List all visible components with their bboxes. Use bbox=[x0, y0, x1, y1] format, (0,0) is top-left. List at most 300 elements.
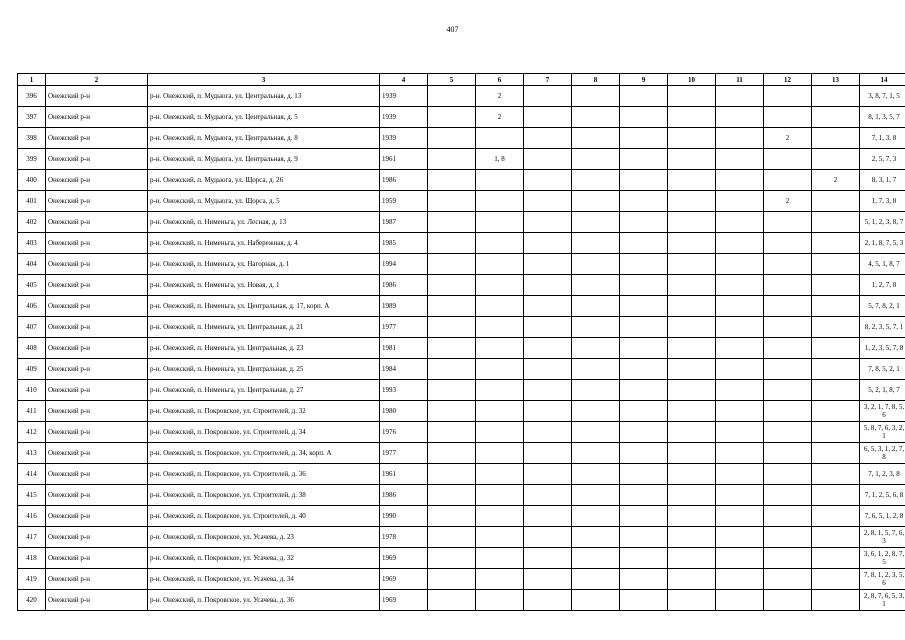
col5-cell bbox=[428, 506, 476, 527]
row-number-cell: 416 bbox=[18, 506, 46, 527]
col11-cell bbox=[716, 485, 764, 506]
col5-cell bbox=[428, 212, 476, 233]
col6-cell bbox=[476, 254, 524, 275]
col11-cell bbox=[716, 527, 764, 548]
col7-cell bbox=[524, 296, 572, 317]
col13-cell bbox=[812, 506, 860, 527]
row-number-cell: 414 bbox=[18, 464, 46, 485]
row-number-cell: 399 bbox=[18, 149, 46, 170]
col14-cell: 7, 1, 2, 3, 8 bbox=[860, 464, 905, 485]
col6-cell bbox=[476, 506, 524, 527]
col7-cell bbox=[524, 254, 572, 275]
col11-cell bbox=[716, 170, 764, 191]
col14-cell: 7, 8, 5, 2, 1 bbox=[860, 359, 905, 380]
col9-cell bbox=[620, 296, 668, 317]
row-number-cell: 409 bbox=[18, 359, 46, 380]
col5-cell bbox=[428, 401, 476, 422]
district-cell: Онежский р-н bbox=[46, 359, 148, 380]
col8-cell bbox=[572, 548, 620, 569]
year-cell: 1978 bbox=[380, 527, 428, 548]
col12-cell bbox=[764, 506, 812, 527]
table-row bbox=[18, 86, 905, 107]
col13-cell bbox=[812, 443, 860, 464]
year-cell: 1969 bbox=[380, 590, 428, 611]
col12-cell: 2 bbox=[764, 128, 812, 149]
address-cell: р-н. Онежский, п. Мудьюга, ул. Центральная, д. 13 bbox=[148, 86, 380, 107]
col9-cell bbox=[620, 191, 668, 212]
col14-cell: 3, 6, 1, 2, 8, 7, 5 bbox=[860, 548, 905, 569]
col13-cell bbox=[812, 107, 860, 128]
col8-cell bbox=[572, 569, 620, 590]
col10-cell bbox=[668, 107, 716, 128]
col8-cell bbox=[572, 170, 620, 191]
col8-cell bbox=[572, 527, 620, 548]
col12-cell bbox=[764, 149, 812, 170]
col9-cell bbox=[620, 254, 668, 275]
col9-cell bbox=[620, 443, 668, 464]
col14-cell: 1, 2, 7, 8 bbox=[860, 275, 905, 296]
col11-cell bbox=[716, 380, 764, 401]
col11-cell bbox=[716, 443, 764, 464]
col6-cell bbox=[476, 380, 524, 401]
col7-cell bbox=[524, 233, 572, 254]
col9-cell bbox=[620, 128, 668, 149]
district-cell: Онежский р-н bbox=[46, 485, 148, 506]
address-cell: р-н. Онежский, п. Мудьюга, ул. Щорса, д. 5 bbox=[148, 191, 380, 212]
col8-cell bbox=[572, 275, 620, 296]
row-number-cell: 405 bbox=[18, 275, 46, 296]
year-cell: 1976 bbox=[380, 422, 428, 443]
district-cell: Онежский р-н bbox=[46, 128, 148, 149]
col13-cell bbox=[812, 401, 860, 422]
row-number-cell: 419 bbox=[18, 569, 46, 590]
column-header: 4 bbox=[380, 74, 428, 86]
col14-cell: 8, 1, 3, 5, 7 bbox=[860, 107, 905, 128]
col5-cell bbox=[428, 380, 476, 401]
year-cell: 1961 bbox=[380, 149, 428, 170]
address-cell: р-н. Онежский, п. Нименьга, ул. Центральная, д. 27 bbox=[148, 380, 380, 401]
col13-cell bbox=[812, 317, 860, 338]
col12-cell bbox=[764, 170, 812, 191]
table-row bbox=[18, 527, 905, 548]
col6-cell bbox=[476, 548, 524, 569]
col8-cell bbox=[572, 107, 620, 128]
col13-cell bbox=[812, 527, 860, 548]
col7-cell bbox=[524, 506, 572, 527]
col5-cell bbox=[428, 170, 476, 191]
district-cell: Онежский р-н bbox=[46, 275, 148, 296]
col12-cell bbox=[764, 359, 812, 380]
year-cell: 1987 bbox=[380, 212, 428, 233]
col7-cell bbox=[524, 170, 572, 191]
col5-cell bbox=[428, 422, 476, 443]
address-cell: р-н. Онежский, п. Покровское, ул. Строителей, д. 36 bbox=[148, 464, 380, 485]
col14-cell: 1, 2, 3, 5, 7, 8 bbox=[860, 338, 905, 359]
col13-cell bbox=[812, 380, 860, 401]
district-cell: Онежский р-н bbox=[46, 590, 148, 611]
col10-cell bbox=[668, 317, 716, 338]
col7-cell bbox=[524, 107, 572, 128]
col6-cell bbox=[476, 464, 524, 485]
district-cell: Онежский р-н bbox=[46, 296, 148, 317]
col14-cell: 4, 5, 1, 8, 7 bbox=[860, 254, 905, 275]
col6-cell bbox=[476, 317, 524, 338]
col14-cell: 3, 8, 7, 1, 5 bbox=[860, 86, 905, 107]
col12-cell bbox=[764, 380, 812, 401]
col14-cell: 7, 1, 2, 5, 6, 8 bbox=[860, 485, 905, 506]
col9-cell bbox=[620, 275, 668, 296]
col5-cell bbox=[428, 317, 476, 338]
table-row bbox=[18, 359, 905, 380]
table-row bbox=[18, 569, 905, 590]
row-number-cell: 402 bbox=[18, 212, 46, 233]
row-number-cell: 406 bbox=[18, 296, 46, 317]
col5-cell bbox=[428, 359, 476, 380]
address-cell: р-н. Онежский, п. Покровское, ул. Усачева, д. 23 bbox=[148, 527, 380, 548]
col14-cell: 2, 1, 8, 7, 5, 3 bbox=[860, 233, 905, 254]
col8-cell bbox=[572, 128, 620, 149]
address-cell: р-н. Онежский, п. Нименьга, ул. Центральная, д. 17, корп. А bbox=[148, 296, 380, 317]
table-row bbox=[18, 107, 905, 128]
col9-cell bbox=[620, 86, 668, 107]
col7-cell bbox=[524, 422, 572, 443]
table-row bbox=[18, 254, 905, 275]
col12-cell bbox=[764, 275, 812, 296]
table-row bbox=[18, 275, 905, 296]
table-row bbox=[18, 548, 905, 569]
col5-cell bbox=[428, 338, 476, 359]
col7-cell bbox=[524, 212, 572, 233]
year-cell: 1986 bbox=[380, 170, 428, 191]
col7-cell bbox=[524, 590, 572, 611]
col6-cell bbox=[476, 485, 524, 506]
row-number-cell: 400 bbox=[18, 170, 46, 191]
district-cell: Онежский р-н bbox=[46, 149, 148, 170]
col6-cell bbox=[476, 338, 524, 359]
col9-cell bbox=[620, 380, 668, 401]
col13-cell bbox=[812, 212, 860, 233]
col10-cell bbox=[668, 401, 716, 422]
col11-cell bbox=[716, 359, 764, 380]
col9-cell bbox=[620, 233, 668, 254]
col5-cell bbox=[428, 275, 476, 296]
col6-cell bbox=[476, 443, 524, 464]
col9-cell bbox=[620, 464, 668, 485]
col9-cell bbox=[620, 548, 668, 569]
row-number-cell: 404 bbox=[18, 254, 46, 275]
table-body bbox=[18, 86, 905, 611]
year-cell: 1993 bbox=[380, 380, 428, 401]
district-cell: Онежский р-н bbox=[46, 464, 148, 485]
col6-cell bbox=[476, 170, 524, 191]
col10-cell bbox=[668, 254, 716, 275]
col8-cell bbox=[572, 485, 620, 506]
col10-cell bbox=[668, 443, 716, 464]
col6-cell bbox=[476, 128, 524, 149]
col9-cell bbox=[620, 359, 668, 380]
col6-cell bbox=[476, 191, 524, 212]
district-cell: Онежский р-н bbox=[46, 212, 148, 233]
col13-cell bbox=[812, 569, 860, 590]
col8-cell bbox=[572, 212, 620, 233]
row-number-cell: 420 bbox=[18, 590, 46, 611]
col12-cell bbox=[764, 317, 812, 338]
year-cell: 1985 bbox=[380, 233, 428, 254]
table-row bbox=[18, 443, 905, 464]
col5-cell bbox=[428, 590, 476, 611]
column-header: 10 bbox=[668, 74, 716, 86]
col9-cell bbox=[620, 590, 668, 611]
column-header: 9 bbox=[620, 74, 668, 86]
col8-cell bbox=[572, 233, 620, 254]
col11-cell bbox=[716, 233, 764, 254]
col8-cell bbox=[572, 359, 620, 380]
table-row bbox=[18, 233, 905, 254]
year-cell: 1980 bbox=[380, 401, 428, 422]
col6-cell bbox=[476, 590, 524, 611]
year-cell: 1969 bbox=[380, 548, 428, 569]
col9-cell bbox=[620, 401, 668, 422]
col12-cell bbox=[764, 548, 812, 569]
col14-cell: 6, 5, 3, 1, 2, 7, 8 bbox=[860, 443, 905, 464]
col10-cell bbox=[668, 275, 716, 296]
year-cell: 1939 bbox=[380, 128, 428, 149]
col13-cell bbox=[812, 296, 860, 317]
table-row bbox=[18, 296, 905, 317]
col8-cell bbox=[572, 401, 620, 422]
district-cell: Онежский р-н bbox=[46, 86, 148, 107]
col7-cell bbox=[524, 401, 572, 422]
year-cell: 1994 bbox=[380, 254, 428, 275]
col5-cell bbox=[428, 464, 476, 485]
col5-cell bbox=[428, 254, 476, 275]
table-row bbox=[18, 128, 905, 149]
table-row bbox=[18, 317, 905, 338]
col6-cell bbox=[476, 275, 524, 296]
table-row bbox=[18, 485, 905, 506]
col11-cell bbox=[716, 254, 764, 275]
col11-cell bbox=[716, 590, 764, 611]
col9-cell bbox=[620, 338, 668, 359]
col10-cell bbox=[668, 506, 716, 527]
col9-cell bbox=[620, 170, 668, 191]
col12-cell bbox=[764, 338, 812, 359]
col11-cell bbox=[716, 317, 764, 338]
col11-cell bbox=[716, 506, 764, 527]
col11-cell bbox=[716, 107, 764, 128]
col7-cell bbox=[524, 86, 572, 107]
row-number-cell: 408 bbox=[18, 338, 46, 359]
col13-cell bbox=[812, 254, 860, 275]
address-cell: р-н. Онежский, п. Нименьга, ул. Центральная, д. 25 bbox=[148, 359, 380, 380]
col12-cell bbox=[764, 527, 812, 548]
table-row bbox=[18, 464, 905, 485]
address-cell: р-н. Онежский, п. Покровское, ул. Строителей, д. 40 bbox=[148, 506, 380, 527]
col10-cell bbox=[668, 464, 716, 485]
col11-cell bbox=[716, 86, 764, 107]
col10-cell bbox=[668, 548, 716, 569]
row-number-cell: 411 bbox=[18, 401, 46, 422]
col7-cell bbox=[524, 191, 572, 212]
col11-cell bbox=[716, 296, 764, 317]
col10-cell bbox=[668, 212, 716, 233]
col10-cell bbox=[668, 170, 716, 191]
col6-cell bbox=[476, 296, 524, 317]
col9-cell bbox=[620, 506, 668, 527]
year-cell: 1990 bbox=[380, 506, 428, 527]
col12-cell bbox=[764, 401, 812, 422]
col10-cell bbox=[668, 191, 716, 212]
col7-cell bbox=[524, 338, 572, 359]
address-cell: р-н. Онежский, п. Покровское, ул. Усачева, д. 36 bbox=[148, 590, 380, 611]
column-header: 13 bbox=[812, 74, 860, 86]
year-cell: 1939 bbox=[380, 107, 428, 128]
col13-cell bbox=[812, 149, 860, 170]
address-cell: р-н. Онежский, п. Покровское, ул. Строителей, д. 38 bbox=[148, 485, 380, 506]
district-cell: Онежский р-н bbox=[46, 527, 148, 548]
col7-cell bbox=[524, 443, 572, 464]
col14-cell: 7, 1, 3, 8 bbox=[860, 128, 905, 149]
col14-cell: 8, 3, 1, 7 bbox=[860, 170, 905, 191]
col6-cell: 1, 8 bbox=[476, 149, 524, 170]
col6-cell bbox=[476, 569, 524, 590]
row-number-cell: 401 bbox=[18, 191, 46, 212]
col8-cell bbox=[572, 149, 620, 170]
col8-cell bbox=[572, 590, 620, 611]
row-number-cell: 407 bbox=[18, 317, 46, 338]
col7-cell bbox=[524, 128, 572, 149]
col10-cell bbox=[668, 485, 716, 506]
col8-cell bbox=[572, 296, 620, 317]
year-cell: 1977 bbox=[380, 443, 428, 464]
col7-cell bbox=[524, 569, 572, 590]
year-cell: 1977 bbox=[380, 317, 428, 338]
table-row bbox=[18, 212, 905, 233]
col11-cell bbox=[716, 401, 764, 422]
col13-cell bbox=[812, 233, 860, 254]
col13-cell bbox=[812, 548, 860, 569]
col10-cell bbox=[668, 149, 716, 170]
col13-cell bbox=[812, 590, 860, 611]
col12-cell: 2 bbox=[764, 191, 812, 212]
col10-cell bbox=[668, 233, 716, 254]
col12-cell bbox=[764, 422, 812, 443]
col13-cell bbox=[812, 485, 860, 506]
col7-cell bbox=[524, 548, 572, 569]
column-header: 6 bbox=[476, 74, 524, 86]
address-cell: р-н. Онежский, п. Мудьюга, ул. Щорса, д. 26 bbox=[148, 170, 380, 191]
col10-cell bbox=[668, 569, 716, 590]
col6-cell bbox=[476, 233, 524, 254]
table-row bbox=[18, 170, 905, 191]
data-table bbox=[17, 73, 905, 611]
address-cell: р-н. Онежский, п. Нименьга, ул. Нагорная, д. 1 bbox=[148, 254, 380, 275]
col12-cell bbox=[764, 86, 812, 107]
col10-cell bbox=[668, 338, 716, 359]
col14-cell: 7, 8, 1, 2, 3, 5, 6 bbox=[860, 569, 905, 590]
col11-cell bbox=[716, 275, 764, 296]
col5-cell bbox=[428, 296, 476, 317]
col5-cell bbox=[428, 107, 476, 128]
col5-cell bbox=[428, 128, 476, 149]
address-cell: р-н. Онежский, п. Нименьга, ул. Набережная, д. 4 bbox=[148, 233, 380, 254]
district-cell: Онежский р-н bbox=[46, 443, 148, 464]
col5-cell bbox=[428, 569, 476, 590]
col14-cell: 5, 7, 8, 2, 1 bbox=[860, 296, 905, 317]
col11-cell bbox=[716, 149, 764, 170]
col5-cell bbox=[428, 191, 476, 212]
col13-cell bbox=[812, 191, 860, 212]
col7-cell bbox=[524, 464, 572, 485]
col11-cell bbox=[716, 422, 764, 443]
address-cell: р-н. Онежский, п. Покровское, ул. Строителей, д. 34 bbox=[148, 422, 380, 443]
row-number-cell: 417 bbox=[18, 527, 46, 548]
col8-cell bbox=[572, 506, 620, 527]
district-cell: Онежский р-н bbox=[46, 170, 148, 191]
col6-cell bbox=[476, 527, 524, 548]
row-number-cell: 412 bbox=[18, 422, 46, 443]
col5-cell bbox=[428, 443, 476, 464]
address-cell: р-н. Онежский, п. Нименьга, ул. Новая, д. 1 bbox=[148, 275, 380, 296]
address-cell: р-н. Онежский, п. Мудьюга, ул. Центральная, д. 5 bbox=[148, 107, 380, 128]
district-cell: Онежский р-н bbox=[46, 506, 148, 527]
address-cell: р-н. Онежский, п. Нименьга, ул. Лесная, д. 13 bbox=[148, 212, 380, 233]
address-cell: р-н. Онежский, п. Покровское, ул. Усачева, д. 34 bbox=[148, 569, 380, 590]
col11-cell bbox=[716, 338, 764, 359]
table-row bbox=[18, 380, 905, 401]
col10-cell bbox=[668, 590, 716, 611]
address-cell: р-н. Онежский, п. Мудьюга, ул. Центральная, д. 8 bbox=[148, 128, 380, 149]
col6-cell: 2 bbox=[476, 107, 524, 128]
col12-cell bbox=[764, 107, 812, 128]
year-cell: 1969 bbox=[380, 569, 428, 590]
col9-cell bbox=[620, 527, 668, 548]
col10-cell bbox=[668, 527, 716, 548]
table-row bbox=[18, 506, 905, 527]
col5-cell bbox=[428, 149, 476, 170]
col11-cell bbox=[716, 464, 764, 485]
col12-cell bbox=[764, 485, 812, 506]
col8-cell bbox=[572, 464, 620, 485]
col9-cell bbox=[620, 212, 668, 233]
col14-cell: 8, 2, 3, 5, 7, 1 bbox=[860, 317, 905, 338]
table-row bbox=[18, 590, 905, 611]
col14-cell: 2, 5, 7, 3 bbox=[860, 149, 905, 170]
col12-cell bbox=[764, 569, 812, 590]
col12-cell bbox=[764, 443, 812, 464]
table-row bbox=[18, 149, 905, 170]
col13-cell: 2 bbox=[812, 170, 860, 191]
year-cell: 1981 bbox=[380, 338, 428, 359]
district-cell: Онежский р-н bbox=[46, 107, 148, 128]
row-number-cell: 410 bbox=[18, 380, 46, 401]
column-header: 5 bbox=[428, 74, 476, 86]
address-cell: р-н. Онежский, п. Покровское, ул. Строителей, д. 32 bbox=[148, 401, 380, 422]
row-number-cell: 397 bbox=[18, 107, 46, 128]
col10-cell bbox=[668, 296, 716, 317]
year-cell: 1986 bbox=[380, 485, 428, 506]
district-cell: Онежский р-н bbox=[46, 317, 148, 338]
col9-cell bbox=[620, 485, 668, 506]
col8-cell bbox=[572, 443, 620, 464]
col12-cell bbox=[764, 296, 812, 317]
col13-cell bbox=[812, 86, 860, 107]
col8-cell bbox=[572, 338, 620, 359]
district-cell: Онежский р-н bbox=[46, 338, 148, 359]
table-row bbox=[18, 191, 905, 212]
col10-cell bbox=[668, 422, 716, 443]
col9-cell bbox=[620, 569, 668, 590]
